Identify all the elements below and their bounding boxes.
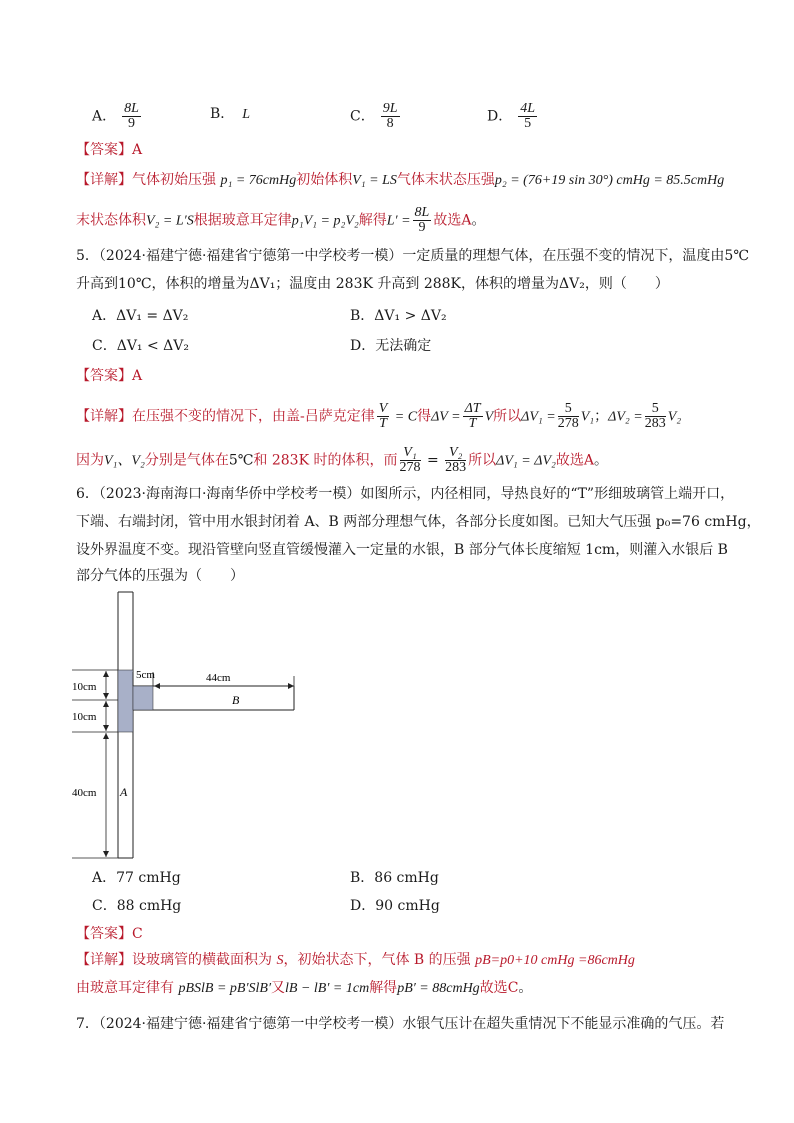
q6-option-d: D．90 cmHg: [350, 898, 440, 914]
arrow-head-40-bottom: [103, 851, 109, 857]
q4-answer: 【答案】A: [76, 142, 143, 158]
q6-detail-line2: 由玻意耳定律有 pBSlB = pB′SlB′又lB − lB′ = 1cm解得pB′ = 88cmHg故选C。: [76, 980, 533, 996]
arrow-head-10a-top: [103, 671, 109, 677]
q5-option-c: C．ΔV₁ < ΔV₂: [92, 338, 190, 354]
q4-detail-line2: 末状态体积V₂ = L′S根据玻意耳定律p₁V₁ = p₂V₂解得L′ = $\frac{8L}{9}$ 故选A。: [76, 205, 486, 235]
q6-stem-line1: 6．（2023·海南海口·海南华侨中学校考一模）如图所示，内径相同，导热良好的“T”形细玻璃管上端开口，: [76, 486, 735, 502]
q5-stem-line2: 升高到10℃，体积的增量为ΔV₁；温度由 283K 升高到 288K，体积的增量为ΔV₂，则（ ）: [76, 276, 669, 292]
q6-stem-line3: 设外界温度不变。现沿管壁向竖直管缓慢灌入一定量的水银，B 部分气体长度缩短 1cm，则灌入水银后 B: [76, 542, 728, 558]
arrow-head-44-right: [288, 683, 294, 689]
q6-option-b: B．86 cmHg: [350, 870, 439, 886]
label-10cm-upper: 10cm: [72, 681, 97, 693]
label-5cm: 5cm: [136, 669, 155, 681]
q7-stem-line1: 7．（2024·福建宁德·福建省宁德第一中学校考一模）水银气压计在超失重情况下不能显示准确的气压。若: [76, 1016, 725, 1032]
q5-answer: 【答案】A: [76, 368, 143, 384]
q6-detail-line1: 【详解】设玻璃管的横截面积为 S，初始状态下，气体 B 的压强 pB=p0+10 cmHg =86cmHg: [76, 952, 635, 968]
mercury-column-vertical: [118, 670, 133, 732]
q5-option-d: D．无法确定: [350, 338, 432, 354]
q4-option-d: D． $\frac{4L}{5}$: [487, 101, 536, 131]
q5-stem-line1: 5．（2024·福建宁德·福建省宁德第一中学校考一模）一定质量的理想气体，在压强不变的情况下，温度由5℃: [76, 248, 750, 264]
label-gas-a: A: [120, 785, 128, 799]
label-40cm: 40cm: [72, 787, 97, 799]
arrow-head-10a-bottom: [103, 693, 109, 699]
arrow-head-10b-bottom: [103, 725, 109, 731]
arrow-head-44-left: [154, 683, 160, 689]
arrow-head-40-top: [103, 733, 109, 739]
q5-option-a: A．ΔV₁ = ΔV₂: [92, 308, 189, 324]
mercury-column-horizontal: [133, 686, 153, 710]
q4-option-a: A． $\frac{8L}{9}$: [92, 101, 139, 131]
q5-option-b: B．ΔV₁ > ΔV₂: [350, 308, 447, 324]
label-10cm-lower: 10cm: [72, 711, 97, 723]
q6-answer: 【答案】C: [76, 926, 143, 942]
t-tube-figure: [70, 590, 310, 870]
q6-option-c: C．88 cmHg: [92, 898, 182, 914]
q6-option-a: A．77 cmHg: [92, 870, 181, 886]
q6-stem-line4: 部分气体的压强为（ ）: [76, 568, 244, 584]
q6-stem-line2: 下端、右端封闭，管中用水银封闭着 A、B 两部分理想气体，各部分长度如图。已知大气压强 p₀=76 cmHg，: [76, 514, 761, 530]
q5-detail-line1: 【详解】在压强不变的情况下，由盖-吕萨克定律 $\frac{V}{T}$ = C得ΔV = $\frac{\Delta T}{T}$ V所以ΔV₁ = $\frac{5}{278}$ V₁；ΔV₂ = $\frac{5}{283}$ V₂: [76, 401, 682, 431]
label-gas-b: B: [232, 693, 240, 707]
q4-option-c: C． $\frac{9L}{8}$: [350, 101, 398, 131]
q4-option-b: B． L: [210, 106, 251, 122]
q5-detail-line2: 因为V₁、V₂分别是气体在5℃和 283K 时的体积，而 $\frac{\text{V₁}}{278}$ = $\frac{\text{V₂}}{283}$ 所以ΔV₁ = ΔV₂故选A。: [76, 445, 608, 475]
q4-detail-line1: 【详解】气体初始压强 p₁ = 76cmHg初始体积V₁ = LS气体末状态压强p₂ = (76+19 sin 30°) cmHg = 85.5cmHg: [76, 172, 725, 188]
label-44cm: 44cm: [206, 672, 231, 684]
arrow-head-10b-top: [103, 701, 109, 707]
